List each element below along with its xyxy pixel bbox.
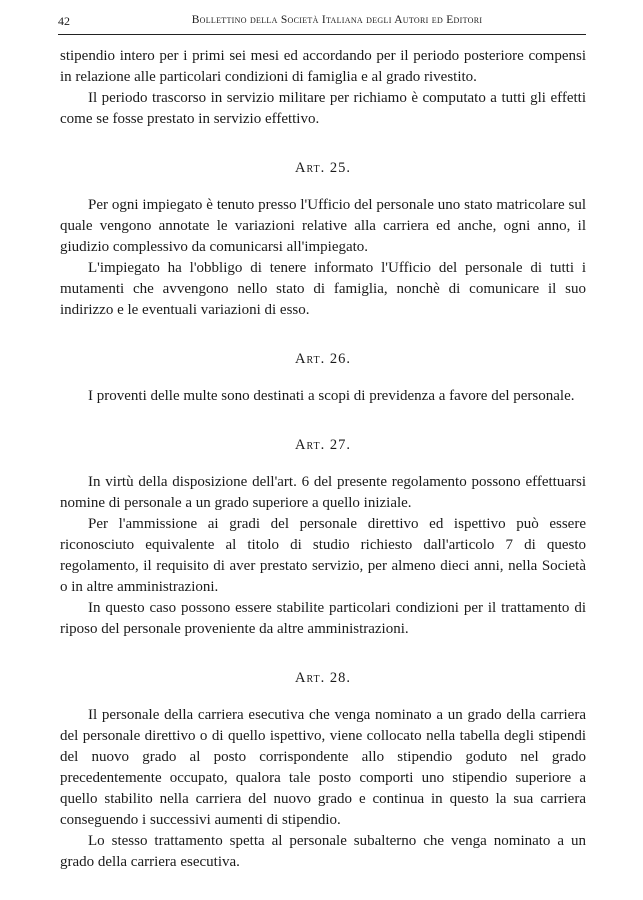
article-28-heading: Art. 28. <box>294 670 352 686</box>
article-25-paragraph-1: Per ogni impiegato è tenuto presso l'Ufficio del personale uno stato matricolare sul quale vengono annotate le variazioni relative alla carriera ed anche, ogni anno, il giudizio complessivo da comunicarsi all'impiegato. <box>60 197 586 255</box>
article-27-paragraph-3: In questo caso possono essere stabilite particolari condizioni per il trattamento di riposo del personale proveniente da altre amministrazioni. <box>60 600 586 637</box>
journal-title: Bollettino della Società Italiana degli Autori ed Editori <box>191 14 483 26</box>
running-header <box>58 14 586 34</box>
article-27-heading: Art. 27. <box>294 437 352 453</box>
article-25-heading: Art. 25. <box>294 160 352 176</box>
article-26-paragraph-1: I proventi delle multe sono destinati a scopi di previdenza a favore del personale. <box>88 388 575 404</box>
header-rule <box>58 34 586 35</box>
article-25-paragraph-2: L'impiegato ha l'obbligo di tenere informato l'Ufficio del personale di tutti i mutamenti che avvengono nello stato di famiglia, nonchè di comunicare il suo indirizzo e le eventuali variazioni di esso. <box>60 260 586 318</box>
intro-paragraph-1: stipendio intero per i primi sei mesi ed accordando per il periodo posteriore compensi in relazione alle particolari condizioni di famiglia e al grado rivestito. <box>60 48 586 85</box>
article-28-paragraph-1: Il personale della carriera esecutiva che venga nominato a un grado della carriera del personale direttivo o di quello ispettivo, viene collocato nella tabella degli stipendi del nuovo grado al posto corrispondente allo stipendio goduto nel grado precedentemente occupato, qualora tale posto comporti uno stipendio superiore a quello stabilito nella carriera del nuovo grado e continua in questo la sua carriera conseguendo i successivi aumenti di stipendio. <box>60 707 586 828</box>
article-27-paragraph-1: In virtù della disposizione dell'art. 6 del presente regolamento possono effettuarsi nomine di personale a un grado superiore a quello iniziale. <box>60 474 586 511</box>
page-number: 42 <box>58 14 70 28</box>
body-text <box>60 46 586 873</box>
article-27-paragraph-2: Per l'ammissione ai gradi del personale direttivo ed ispettivo può essere riconosciuto equivalente al titolo di studio richiesto dall'articolo 7 di questo regolamento, il requisito di aver prestato servizio, per almeno dieci anni, nella Società o in altre amministrazioni. <box>60 516 586 595</box>
article-28-paragraph-2: Lo stesso trattamento spetta al personale subalterno che venga nominato a un grado della carriera esecutiva. <box>60 833 586 870</box>
article-26-heading: Art. 26. <box>294 351 352 367</box>
intro-paragraph-2: Il periodo trascorso in servizio militare per richiamo è computato a tutti gli effetti come se fosse prestato in servizio effettivo. <box>60 90 586 127</box>
